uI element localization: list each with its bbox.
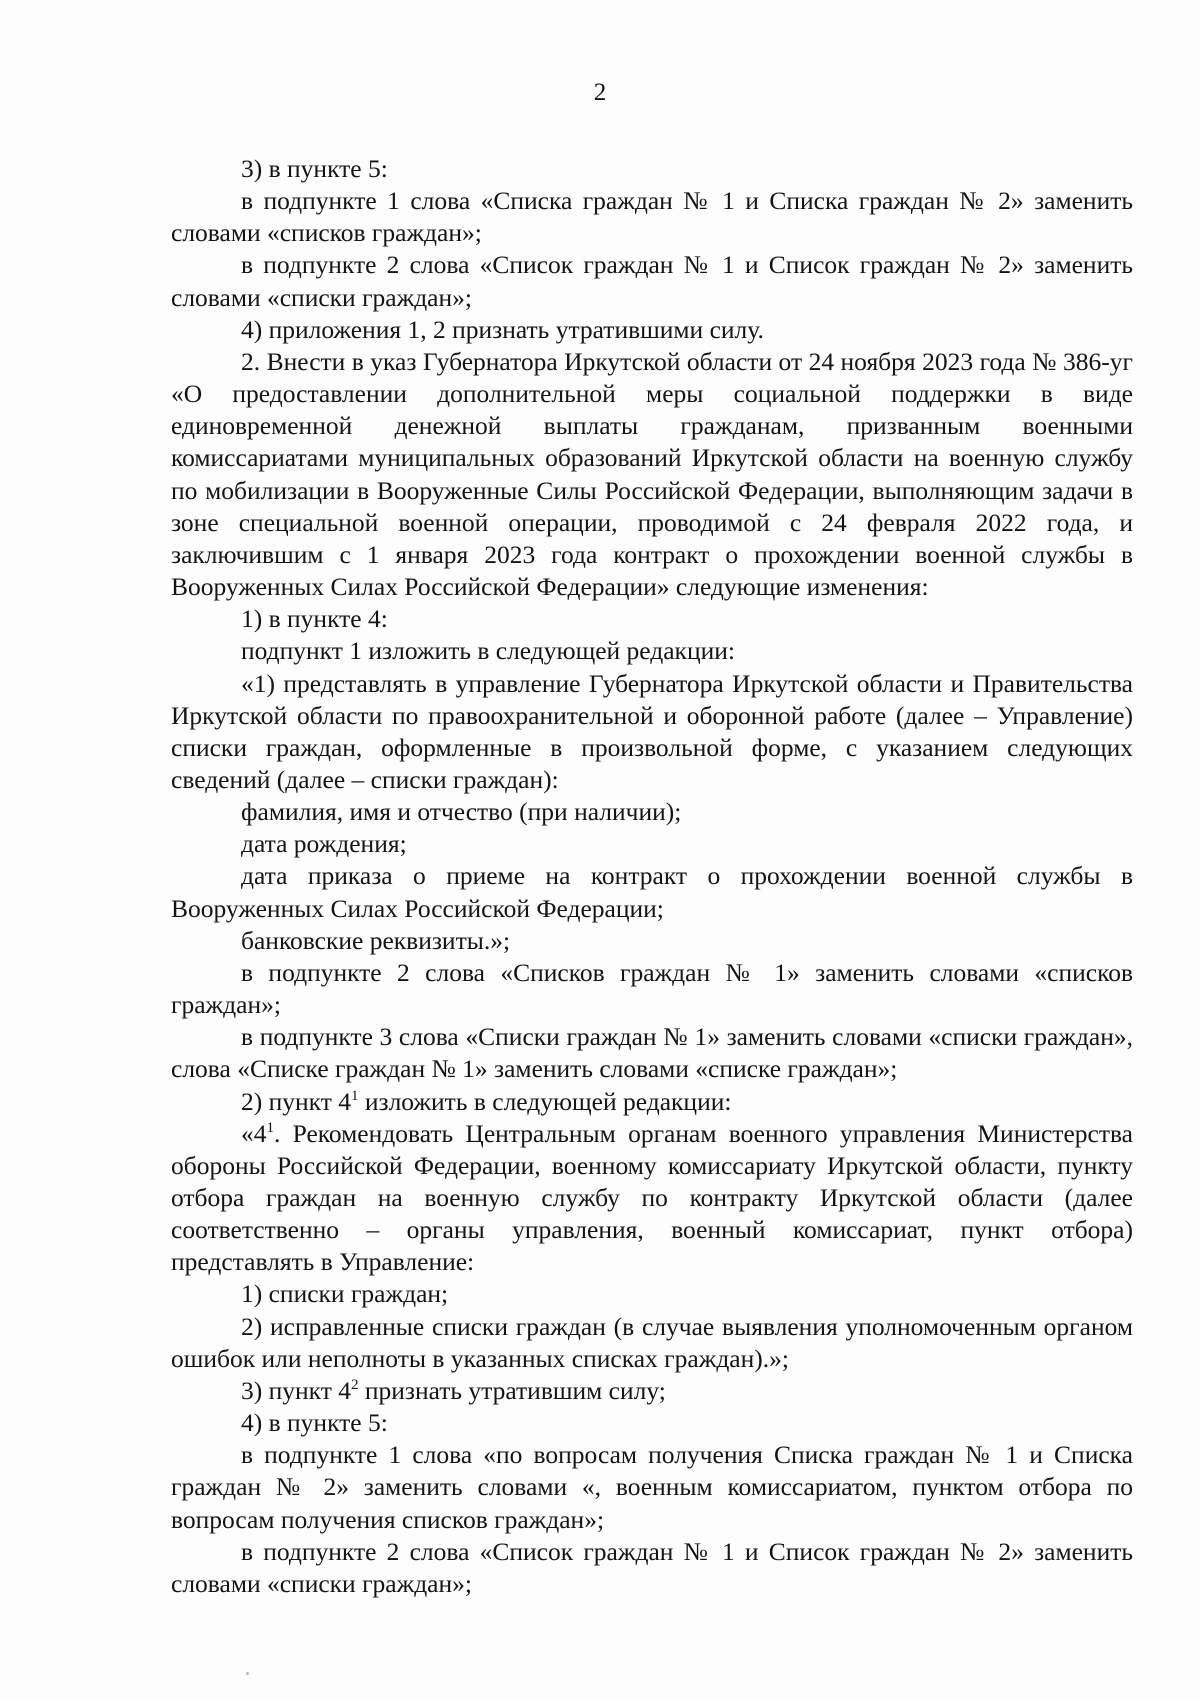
scan-artifact bbox=[246, 1672, 249, 1675]
paragraph-item-4-1 bbox=[171, 1086, 1133, 1118]
paragraph: в подпункте 1 слова «Списка граждан № 1 и Списка граждан № 2» заменить словами «списков граждан»; bbox=[171, 186, 1133, 248]
page-number: 2 bbox=[593, 79, 607, 106]
paragraph: дата приказа о приеме на контракт о прохождении военной службы в Вооруженных Силах Российской Федерации; bbox=[171, 861, 1133, 923]
text-fragment: 3) пункт 4 bbox=[241, 1375, 351, 1405]
paragraph: 1) в пункте 4: bbox=[241, 604, 388, 634]
paragraph: 4) в пункте 5: bbox=[241, 1408, 388, 1438]
paragraph: «1) представлять в управление Губернатора Иркутской области и Правительства Иркутской области по правоохранительной и оборонной работе (далее – Управление) списки граждан, оформленные в произвольной форме, с указанием следующих сведений (далее – списки граждан): bbox=[171, 668, 1133, 794]
text-fragment: 2) пункт 4 bbox=[241, 1086, 351, 1116]
paragraph: 2. Внести в указ Губернатора Иркутской области от 24 ноября 2023 года № 386-уг «О предоставлении дополнительной меры социальной поддержки в виде единовременной денежной выплаты гражданам, призванным военными комиссариатами муниципальных образований Иркутской области на военную службу по мобилизации в Вооруженные Силы Российской Федерации, выполняющим задачи в зоне специальной военной операции, проводимой с 24 февраля 2022 года, и заключившим с 1 января 2023 года контракт о прохождении военной службы в Вооруженных Силах Российской Федерации» следующие изменения: bbox=[171, 346, 1133, 602]
text-fragment: . Рекомендовать Центральным органам военного управления Министерства обороны Российской Федерации, военному комиссариату Иркутской области, пункту отбора граждан на военную службу по контракту Иркутской области (далее соответственно – органы управления, военный комиссариат, пункт отбора) представлять в Управление: bbox=[171, 1118, 1133, 1277]
paragraph: 4) приложения 1, 2 признать утратившими силу. bbox=[241, 314, 764, 344]
paragraph: 3) в пункте 5: bbox=[241, 154, 388, 183]
document-body bbox=[171, 153, 1133, 1600]
paragraph: в подпункте 2 слова «Список граждан № 1 и Список граждан № 2» заменить словами «списки граждан»; bbox=[171, 250, 1133, 312]
text-fragment: признать утратившим силу; bbox=[358, 1375, 666, 1405]
paragraph: 2) исправленные списки граждан (в случае выявления уполномоченным органом ошибок или неполноты в указанных списках граждан).»; bbox=[171, 1311, 1133, 1373]
paragraph: 1) списки граждан; bbox=[241, 1279, 449, 1309]
text-fragment: изложить в следующей редакции: bbox=[358, 1086, 732, 1116]
superscript: 1 bbox=[266, 1119, 274, 1136]
text-fragment: «4 bbox=[241, 1118, 267, 1148]
paragraph: банковские реквизиты.»; bbox=[241, 925, 511, 955]
paragraph-quote-4-1 bbox=[171, 1118, 1133, 1279]
superscript: 2 bbox=[350, 1376, 359, 1393]
superscript: 1 bbox=[350, 1087, 359, 1104]
paragraph: в подпункте 2 слова «Список граждан № 1 и Список граждан № 2» заменить словами «списки граждан»; bbox=[171, 1536, 1133, 1598]
paragraph-item-4-2 bbox=[171, 1375, 1133, 1407]
paragraph: в подпункте 2 слова «Списков граждан № 1» заменить словами «списков граждан»; bbox=[171, 957, 1133, 1020]
paragraph: дата рождения; bbox=[241, 829, 407, 859]
paragraph: подпункт 1 изложить в следующей редакции: bbox=[241, 636, 735, 666]
paragraph: в подпункте 1 слова «по вопросам получения Списка граждан № 1 и Списка граждан № 2» заменить словами «, военным комиссариатом, пунктом отбора по вопросам получения списков граждан»; bbox=[171, 1440, 1133, 1534]
paragraph: фамилия, имя и отчество (при наличии); bbox=[241, 797, 682, 827]
paragraph: в подпункте 3 слова «Списки граждан № 1» заменить словами «списки граждан», слова «Списке граждан № 1» заменить словами «списке граждан»; bbox=[171, 1022, 1133, 1084]
